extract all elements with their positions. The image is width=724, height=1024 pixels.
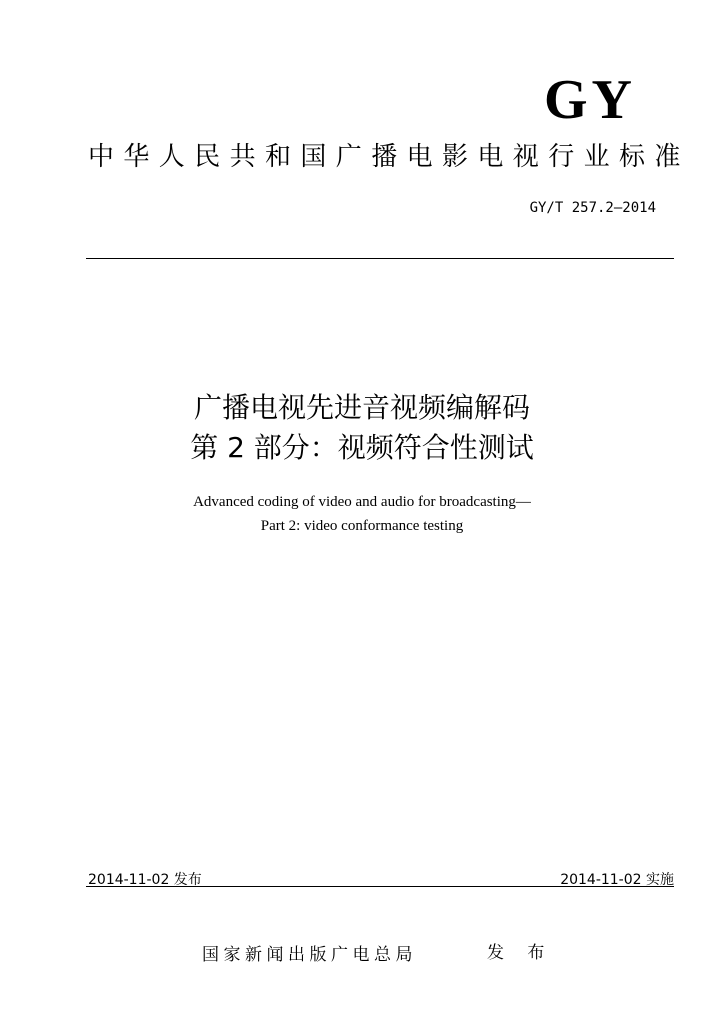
english-title-line-1: Advanced coding of video and audio for broadcasting—: [193, 494, 531, 510]
top-divider: [86, 258, 674, 259]
publisher: 国家新闻出版广电总局: [202, 945, 417, 965]
gy-logo: GY: [544, 69, 636, 131]
implementation-date: 2014-11-02 实施: [560, 872, 674, 888]
english-title-line-2: Part 2: video conformance testing: [260, 518, 464, 534]
bottom-divider: [86, 886, 674, 887]
chinese-title: [0, 388, 724, 468]
publish-label: 发 布: [487, 943, 554, 963]
chinese-title-line-1: 广播电视先进音视频编解码: [193, 391, 530, 424]
issue-date: 2014-11-02 发布: [88, 872, 202, 888]
chinese-title-line-2: 第 2 部分：视频符合性测试: [190, 431, 534, 464]
industry-standard-heading: 中华人民共和国广播电影电视行业标准: [88, 142, 690, 172]
standard-number: GY/T 257.2—2014: [529, 200, 656, 216]
english-title: [0, 490, 724, 538]
